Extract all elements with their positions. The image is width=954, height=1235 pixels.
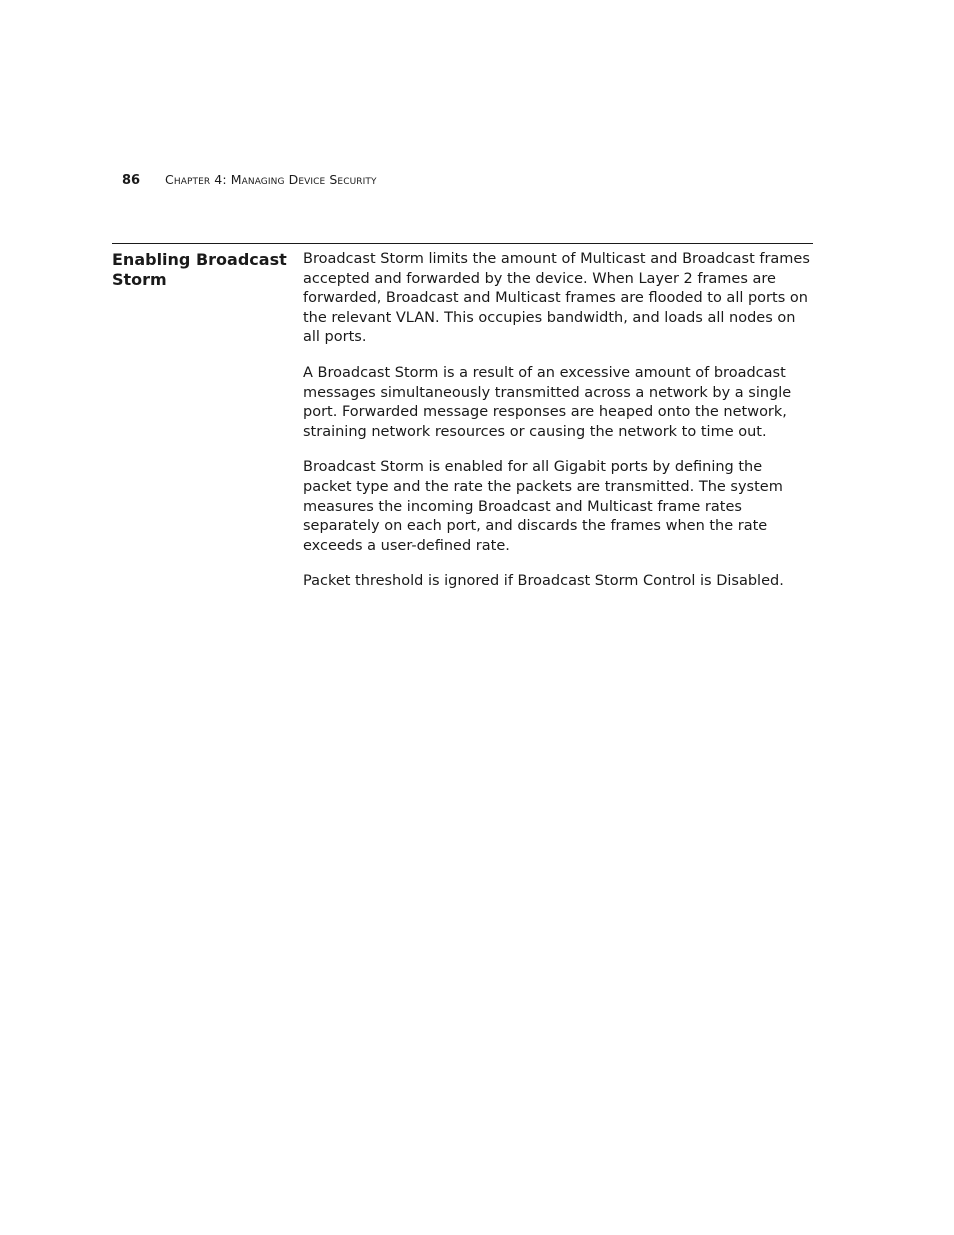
paragraph-1: Broadcast Storm limits the amount of Multicast and Broadcast frames accepted and forwarded by the device. When Layer 2 frames are forwarded, Broadcast and Multicast frames are flooded to all ports on the relevant VLAN. This occupies bandwidth, and loads all nodes on all ports.	[303, 251, 810, 346]
page-header	[122, 172, 377, 189]
paragraph-4: Packet threshold is ignored if Broadcast Storm Control is Disabled.	[303, 573, 784, 590]
paragraph-2: A Broadcast Storm is a result of an excessive amount of broadcast messages simultaneously transmitted across a network by a single port. Forwarded message responses are heaped onto the network, straining network resources or causing the network to time out.	[303, 364, 792, 440]
section-body	[303, 250, 815, 608]
chapter-title: Chapter 4: Managing Device Security	[165, 172, 377, 187]
paragraph-3: Broadcast Storm is enabled for all Gigabit ports by defining the packet type and the rate the packets are transmitted. The system measures the incoming Broadcast and Multicast frame rates separately on each port, and discards the frames when the rate exceeds a user-defined rate.	[303, 459, 783, 554]
page-number: 86	[122, 173, 141, 188]
section-heading: Enabling Broadcast Storm	[112, 250, 287, 289]
section-divider	[112, 243, 813, 244]
